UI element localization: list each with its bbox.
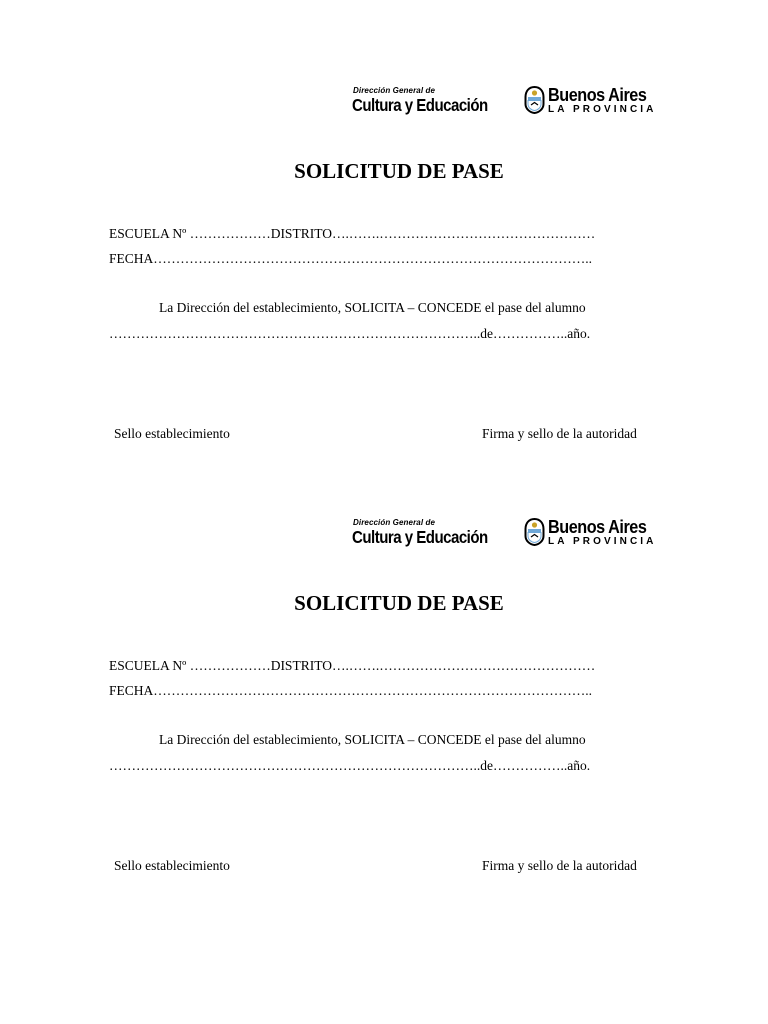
province-crest-icon (524, 86, 545, 114)
logo-dg-main: Cultura y Educación (352, 95, 488, 115)
escuela-distrito-line: ESCUELA Nº ………………DISTRITO….…….………………………………………… (109, 226, 596, 241)
pass-request-form-1 (0, 0, 768, 441)
fecha-line: FECHA…………………………………………………………………………………….. (109, 683, 593, 698)
firma-label: Firma y sello de la autoridad (482, 858, 637, 873)
sello-label: Sello establecimiento (114, 426, 230, 441)
government-logo (352, 86, 662, 120)
logo-ba-main: Buenos Aires (548, 517, 647, 537)
logo-dg-main: Cultura y Educación (352, 527, 488, 547)
direccion-statement: La Dirección del establecimiento, SOLICITA – CONCEDE el pase del alumno (159, 732, 586, 747)
province-crest-icon (524, 518, 545, 546)
sello-label: Sello establecimiento (114, 858, 230, 873)
form-title: SOLICITUD DE PASE (294, 591, 504, 615)
logo-ba-sub: LA PROVINCIA (548, 536, 657, 547)
alumno-line: ………………………………………………………………………..de……………..año. (109, 758, 591, 773)
direccion-statement: La Dirección del establecimiento, SOLICITA – CONCEDE el pase del alumno (159, 300, 586, 315)
firma-label: Firma y sello de la autoridad (482, 426, 637, 441)
government-logo (352, 518, 662, 552)
logo-ba-sub: LA PROVINCIA (548, 104, 657, 115)
logo-dg-label: Dirección General de (353, 518, 436, 527)
logo-dg-label: Dirección General de (353, 86, 436, 95)
escuela-distrito-line: ESCUELA Nº ………………DISTRITO….…….………………………………………… (109, 658, 596, 673)
fecha-line: FECHA…………………………………………………………………………………….. (109, 251, 593, 266)
alumno-line: ………………………………………………………………………..de……………..año. (109, 326, 591, 341)
logo-ba-main: Buenos Aires (548, 85, 647, 105)
pass-request-form-2 (0, 432, 768, 873)
form-title: SOLICITUD DE PASE (294, 159, 504, 183)
